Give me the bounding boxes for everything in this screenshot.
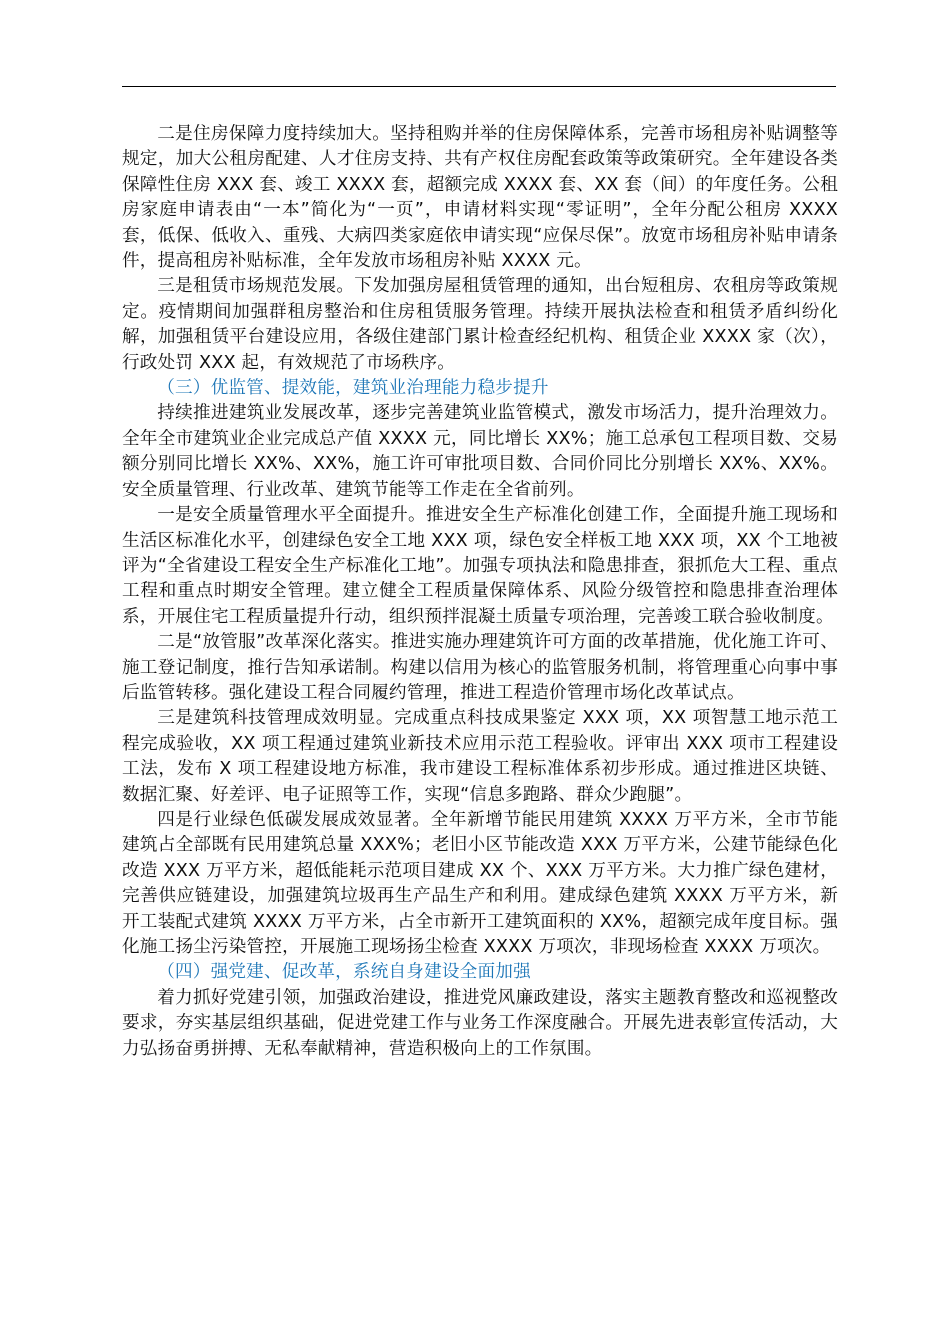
paragraph-construction-reform: 持续推进建筑业发展改革，逐步完善建筑业监管模式，激发市场活力，提升治理效力。全年全市建筑业企业完成总产值 XXXX 元，同比增长 XX%；施工总承包工程项目数、交易额分别同比增长 XX%、XX%，施工许可审批项目数、合同价同比分别增长 XX%、XX%。安全质量管理、行业改革、建筑节能等工作走在全省前列。 — [122, 403, 838, 500]
paragraph-housing-security: 二是住房保障力度持续加大。坚持租购并举的住房保障体系，完善市场租房补贴调整等规定，加大公租房配建、人才住房支持、共有产权住房配套政策等政策研究。全年建设各类保障性住房 XXX 套、竣工 XXXX 套，超额完成 XXXX 套、XX 套（间）的年度任务。公租房家庭申请表由“一本”简化为“一页”，申请材料实现“零证明”，全年分配公租房 XXXX 套，低保、低收入、重残、大病四类家庭依申请实现“应保尽保”。放宽市场租房补贴申请条件，提高租房补贴标准，全年发放市场租房补贴 XXXX 元。 — [122, 124, 838, 272]
paragraph-party-building: 着力抓好党建引领，加强政治建设，推进党风廉政建设，落实主题教育整改和巡视整改要求，夯实基层组织基础，促进党建工作与业务工作深度融合。开展先进表彰宣传活动，大力弘扬奋勇拼搏、无私奉献精神，营造积极向上的工作氛围。 — [122, 987, 838, 1059]
document-body — [122, 122, 838, 1062]
header-rule — [122, 86, 836, 87]
paragraph-safety-quality: 一是安全质量管理水平全面提升。推进安全生产标准化创建工作，全面提升施工现场和生活区标准化水平，创建绿色安全工地 XXX 项，绿色安全样板工地 XXX 项，XX 个工地被评为“全省建设工程安全生产标准化工地”。加强专项执法和隐患排查，狠抓危大工程、重点工程和重点时期安全管理。建立健全工程质量保障体系、风险分级管控和隐患排查治理体系，开展住宅工程质量提升行动，组织预拌混凝土质量专项治理，完善竣工联合验收制度。 — [122, 505, 838, 627]
section-heading-3: （三）优监管、提效能，建筑业治理能力稳步提升 — [157, 378, 549, 399]
paragraph-fangguanfu-reform: 二是“放管服”改革深化落实。推进实施办理建筑许可方面的改革措施，优化施工许可、施工登记制度，推行告知承诺制。构建以信用为核心的监管服务机制，将管理重心向事中事后监管转移。强化建设工程合同履约管理，推进工程造价管理市场化改革试点。 — [122, 632, 838, 703]
section-heading-4: （四）强党建、促改革，系统自身建设全面加强 — [157, 962, 531, 983]
paragraph-green-development: 四是行业绿色低碳发展成效显著。全年新增节能民用建筑 XXXX 万平方米，全市节能建筑占全部既有民用建筑总量 XXX%；老旧小区节能改造 XXX 万平方米，公建节能绿色化改造 XXX 万平方米，超低能耗示范项目建成 XX 个、XXX 万平方米。大力推广绿色建材，完善供应链建设，加强建筑垃圾再生产品生产和利用。建成绿色建筑 XXXX 万平方米，新开工装配式建筑 XXXX 万平方米，占全市新开工建筑面积的 XX%，超额完成年度目标。强化施工扬尘污染管控，开展施工现场扬尘检查 XXXX 万项次，非现场检查 XXXX 万项次。 — [122, 809, 838, 957]
paragraph-rental-market: 三是租赁市场规范发展。下发加强房屋租赁管理的通知，出台短租房、农租房等政策规定。疫情期间加强群租房整治和住房租赁服务管理。持续开展执法检查和租赁矛盾纠纷化解，加强租赁平台建设应用，各级住建部门累计检查经纪机构、租赁企业 XXXX 家（次），行政处罚 XXX 起，有效规范了市场秩序。 — [122, 276, 838, 373]
paragraph-tech-management: 三是建筑科技管理成效明显。完成重点科技成果鉴定 XXX 项，XX 项智慧工地示范工程完成验收，XX 项工程通过建筑业新技术应用示范工程验收。评审出 XXX 项市工程建设工法，发布 X 项工程建设地方标准，我市建设工程标准体系初步形成。通过推进区块链、数据汇聚、好差评、电子证照等工作，实现“信息多跑路、群众少跑腿”。 — [122, 708, 838, 805]
